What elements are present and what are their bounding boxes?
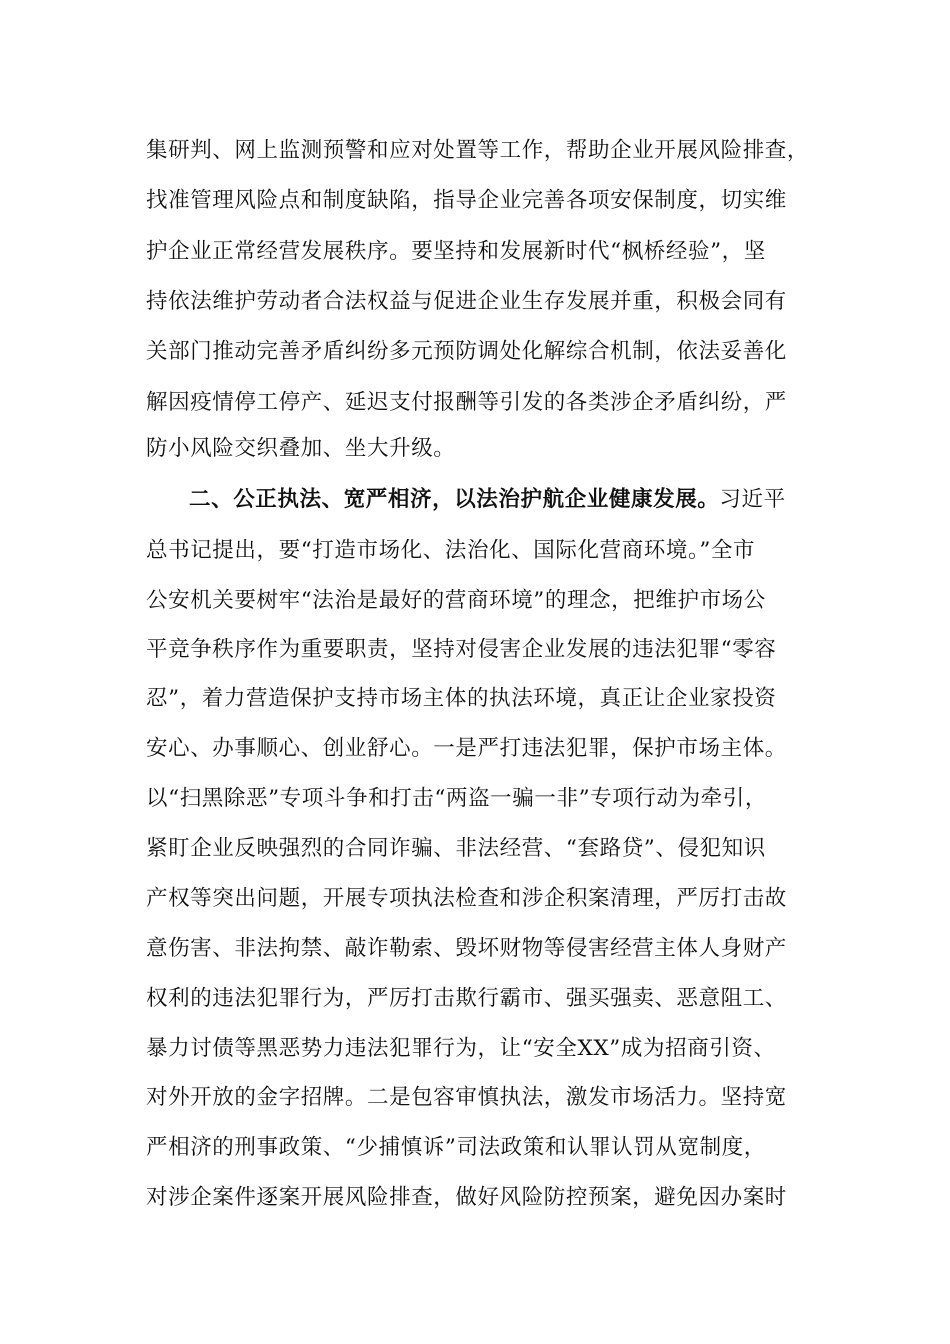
paragraph-line: 以“扫黑除恶”专项斗争和打击“两盗一骗一非”专项行动为牵引， xyxy=(146,786,767,811)
paragraph-line: 公安机关要树牢“法治是最好的营商环境”的理念，把维护市场公 xyxy=(146,588,766,613)
section-heading: 二、公正执法、宽严相济，以法治护航企业健康发展。 xyxy=(189,487,720,512)
paragraph-line: 意伤害、非法拘禁、敲诈勒索、毁坏财物等侵害经营主体人身财产 xyxy=(146,936,787,961)
paragraph-line: 找准管理风险点和制度缺陷，指导企业完善各项安保制度，切实维 xyxy=(146,188,787,213)
paragraph-line: 对外开放的金字招牌。二是包容审慎执法，激发市场活力。坚持宽 xyxy=(146,1085,787,1110)
section-heading-line xyxy=(189,484,809,516)
paragraph-line: 严相济的刑事政策、“少捕慎诉”司法政策和认罪认罚从宽制度， xyxy=(146,1135,766,1160)
paragraph-line: 防小风险交织叠加、坐大升级。 xyxy=(146,436,456,461)
paragraph-line: 对涉企案件逐案开展风险排查，做好风险防控预案，避免因办案时 xyxy=(146,1185,787,1210)
paragraph-line: 紧盯企业反映强烈的合同诈骗、非法经营、“套路贷”、侵犯知识 xyxy=(146,836,766,861)
paragraph-line: 集研判、网上监测预警和应对处置等工作，帮助企业开展风险排查， xyxy=(146,138,810,163)
paragraph-line: 产权等突出问题，开展专项执法检查和涉企积案清理，严厉打击故 xyxy=(146,886,787,911)
paragraph-line: 权利的违法犯罪行为，严厉打击欺行霸市、强买强卖、恶意阻工、 xyxy=(146,986,787,1011)
paragraph-line: 关部门推动完善矛盾纠纷多元预防调处化解综合机制，依法妥善化 xyxy=(146,339,787,364)
paragraph-line: 安心、办事顺心、创业舒心。一是严打违法犯罪，保护市场主体。 xyxy=(146,736,787,761)
paragraph-line: 解因疫情停工停产、延迟支付报酬等引发的各类涉企矛盾纠纷，严 xyxy=(146,390,787,415)
paragraph-line: 平竞争秩序作为重要职责，坚持对侵害企业发展的违法犯罪“零容 xyxy=(146,637,777,662)
paragraph-line: 持依法维护劳动者合法权益与促进企业生存发展并重，积极会同有 xyxy=(146,289,787,314)
section-heading-tail: 习近平 xyxy=(719,487,786,512)
paragraph-line: 暴力讨债等黑恶势力违法犯罪行为，让“安全XX”成为招商引资、 xyxy=(146,1036,776,1061)
paragraph-line: 忍”，着力营造保护支持市场主体的执法环境，真正让企业家投资 xyxy=(146,686,777,711)
paragraph-line: 护企业正常经营发展秩序。要坚持和发展新时代“枫桥经验”，坚 xyxy=(146,239,766,264)
paragraph-line: 总书记提出，要“打造市场化、法治化、国际化营商环境。”全市 xyxy=(146,538,756,563)
